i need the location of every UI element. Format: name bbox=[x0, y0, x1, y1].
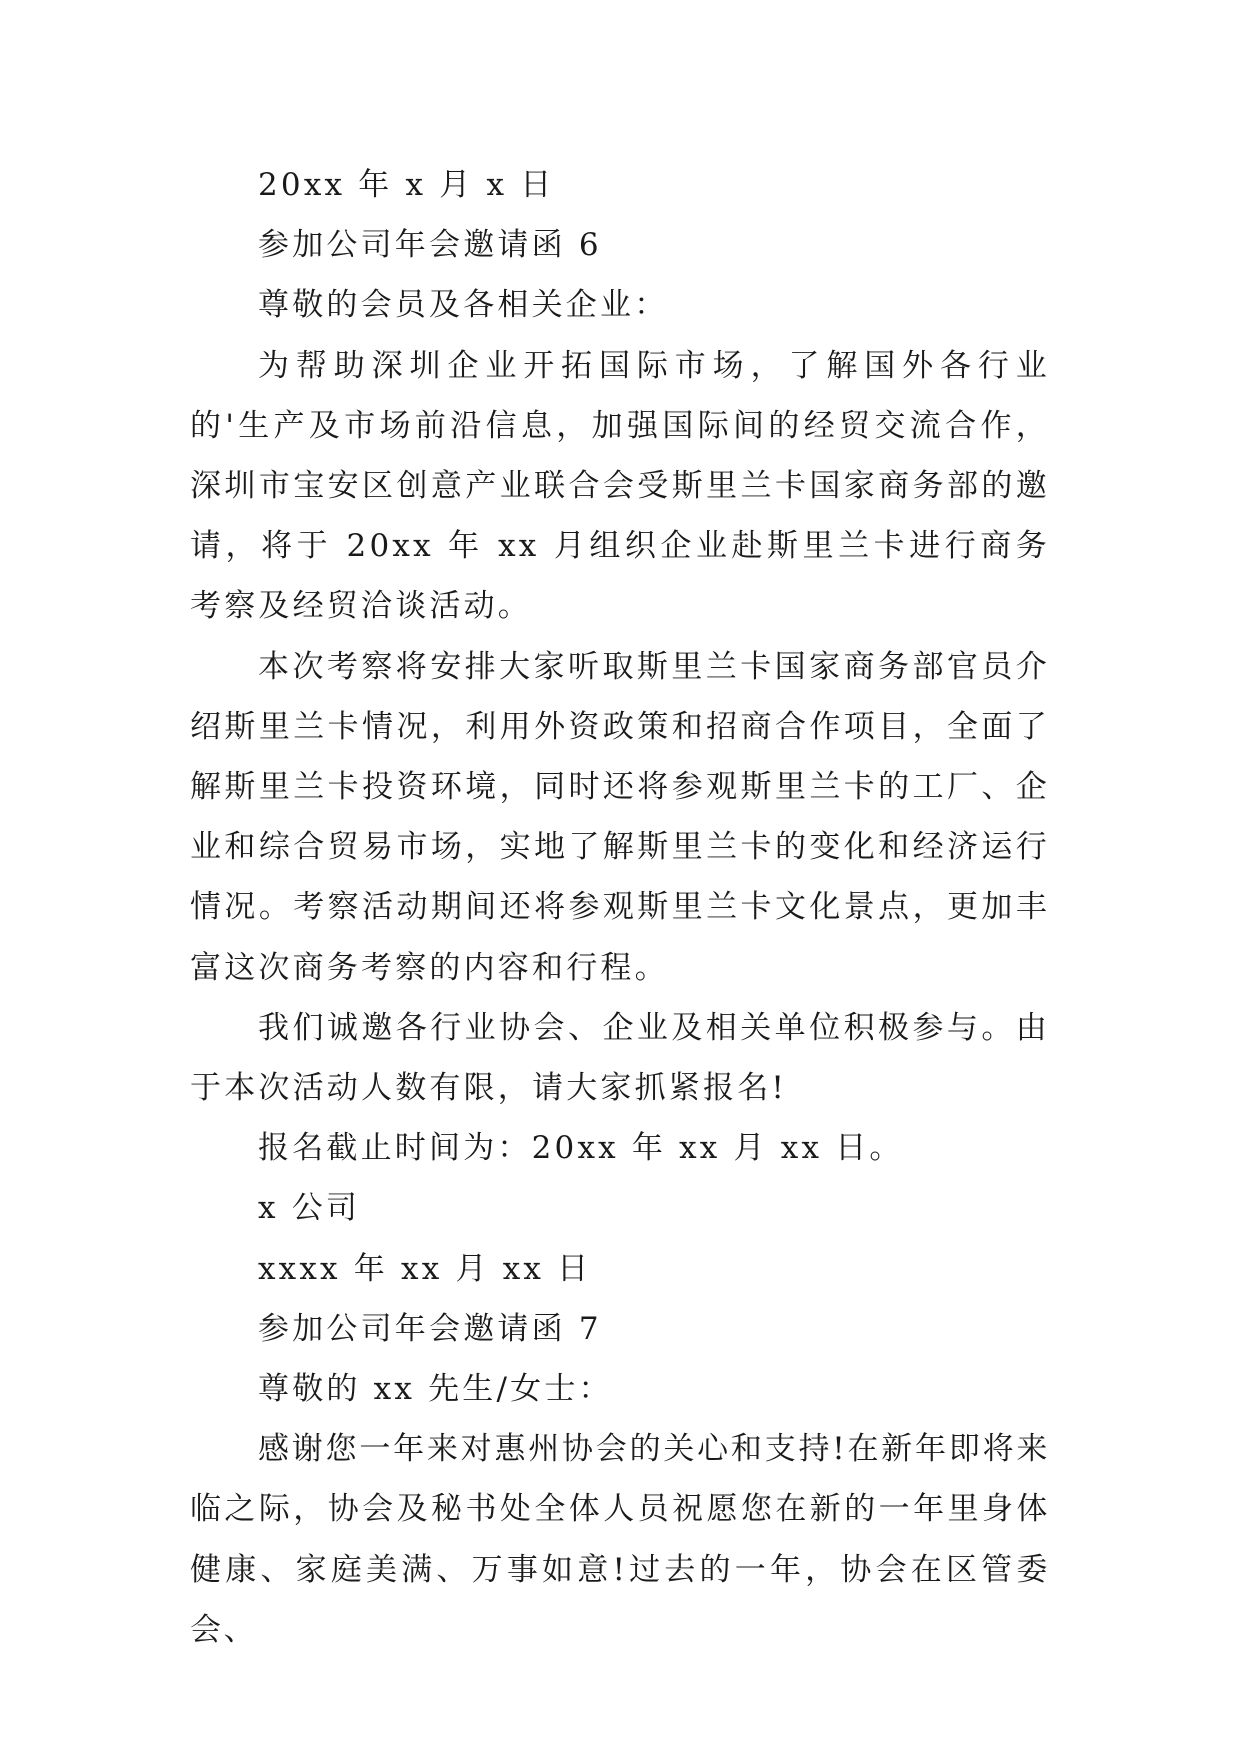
body-paragraph: 我们诚邀各行业协会、企业及相关单位积极参与。由于本次活动人数有限，请大家抓紧报名! bbox=[190, 1009, 1050, 1107]
document-body bbox=[190, 155, 1050, 1660]
date-line: 20xx 年 x 月 x 日 bbox=[258, 167, 555, 203]
salutation: 尊敬的会员及各相关企业： bbox=[258, 287, 669, 324]
salutation: 尊敬的 xx 先生/女士： bbox=[258, 1371, 613, 1408]
body-paragraph: 感谢您一年来对惠州协会的关心和支持!在新年即将来临之际，协会及秘书处全体人员祝愿您在新的一年里身体健康、家庭美满、万事如意!过去的一年，协会在区管委会、 bbox=[190, 1431, 1050, 1648]
signature-company: x 公司 bbox=[258, 1190, 361, 1227]
body-paragraph: 为帮助深圳企业开拓国际市场，了解国外各行业的'生产及市场前沿信息，加强国际间的经贸交流合作，深圳市宝安区创意产业联合会受斯里兰卡国家商务部的邀请，将于 20xx 年 xx 月组织企业赴斯里兰卡进行商务考察及经贸洽谈活动。 bbox=[190, 347, 1050, 625]
body-paragraph: 本次考察将安排大家听取斯里兰卡国家商务部官员介绍斯里兰卡情况，利用外资政策和招商合作项目，全面了解斯里兰卡投资环境，同时还将参观斯里兰卡的工厂、企业和综合贸易市场，实地了解斯里兰卡的变化和经济运行情况。考察活动期间还将参观斯里兰卡文化景点，更加丰富这次商务考察的内容和行程。 bbox=[190, 648, 1050, 986]
section-title-7: 参加公司年会邀请函 7 bbox=[258, 1310, 602, 1347]
section-title-6: 参加公司年会邀请函 6 bbox=[258, 227, 602, 264]
signature-date: xxxx 年 xx 月 xx 日 bbox=[258, 1250, 592, 1287]
deadline-line: 报名截止时间为：20xx 年 xx 月 xx 日。 bbox=[258, 1130, 904, 1167]
